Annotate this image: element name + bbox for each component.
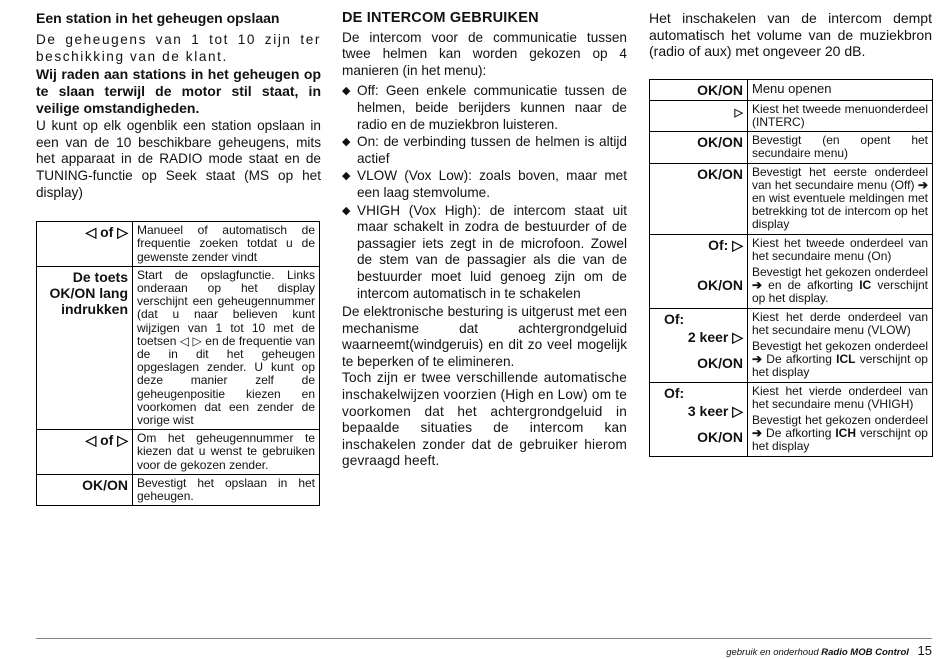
key-text: OK/ON lang: [49, 284, 128, 301]
diamond-bullet-icon: ◆: [342, 85, 351, 98]
value-text: Kiest het derde onderdeel van het secundaire menu (VLOW): [752, 309, 928, 337]
arrow-right-icon: ➔: [752, 352, 763, 367]
column-right: [649, 10, 932, 457]
key-text: OK/ON: [82, 476, 128, 493]
intercom-steps-table: [649, 79, 933, 457]
value-text: Kiest het tweede onderdeel van het secundaire menu (On): [752, 235, 928, 263]
column-left: [36, 10, 321, 506]
table-row: [37, 474, 320, 505]
list-item: [342, 83, 627, 133]
table-row: [37, 266, 320, 429]
footer-divider: [36, 638, 932, 639]
table-row: [37, 222, 320, 267]
key-text: ◁ of ▷: [85, 224, 128, 241]
option-text: VHIGH (Vox High): de intercom staat uit maar schakelt in zodra de bestuurder of de passagier iets zegt in de microfoon. Zowel de stem van de passagier als die van de bestuurder moet luid genoeg zijn om de intercom automatisch in te schakelen: [357, 202, 627, 301]
arrow-right-icon: ➔: [752, 426, 763, 441]
value-text: en wist eventuele meldingen met betrekking tot de intercom op het display: [752, 191, 928, 232]
key-text: Of:: [664, 310, 685, 327]
value-cell: Bevestigt het opslaan in het geheugen.: [133, 474, 320, 505]
option-text: On: de verbinding tussen de helmen is altijd actief: [357, 134, 627, 166]
value-cell: Start de opslagfunctie. Links onderaan op het display verschijnt een geheugennummer (dat u naar believen kunt wijzigen van 1 tot 10 met de toetsen ◁ ▷ en de frequentie van de in dit het geheugen opgeslagen zender. U kunt op deze manier zelf de geheugenpositie kiezen en voorkomen dat een zender de vorige wist: [133, 266, 320, 429]
warning-paragraph: Wij raden aan stations in het geheugen op te slaan terwijl de motor stil staat, in veilige omstandigheden.: [36, 66, 321, 117]
value-cell: Bevestigt (en opent het secundaire menu): [748, 132, 933, 163]
key-cell: [37, 266, 133, 429]
paragraph: Het inschakelen van de intercom dempt automatisch het volume van de muziekbron (radio of aux) met ongeveer 20 dB.: [649, 10, 932, 60]
table-row: [650, 234, 933, 308]
key-cell: [37, 222, 133, 267]
paragraph: Toch zijn er twee verschillende automatische inschakelwijzen voorzien (High en Low) om te voorkomen dat het achtergrondgeluid in bepaalde situaties de intercom kan inschakelen zonder dat de gebruiker hierom gevraagd heeft.: [342, 370, 627, 469]
value-cell: Kiest het tweede menuonderdeel (INTERC): [748, 100, 933, 131]
option-text: VLOW (Vox Low): zoals boven, maar met een laag stemvolume.: [357, 168, 627, 200]
key-text: 3 keer ▷: [687, 402, 743, 419]
value-text: Bevestigt het eerste onderdeel van het secundaire menu (Off): [752, 164, 928, 192]
diamond-bullet-icon: ◆: [342, 170, 351, 183]
footer-title: Radio MOB Control: [821, 647, 909, 658]
value-cell: [748, 234, 933, 308]
table-row: [37, 430, 320, 475]
key-cell: [650, 308, 748, 382]
value-cell: Manueel of automatisch de frequentie zoeken totdat u de gewenste zender vindt: [133, 222, 320, 267]
key-text: OK/ON: [697, 354, 743, 371]
key-cell: OK/ON: [650, 163, 748, 234]
page-number: 15: [917, 643, 932, 658]
key-cell: OK/ON: [650, 79, 748, 100]
column-middle: [342, 10, 627, 470]
table-row: [650, 382, 933, 456]
paragraph: U kunt op elk ogenblik een station opslaan in een van de 10 beschikbare geheugens, mits het apparaat in de RADIO mode staat en de TUNING-functie op Seek staat (MS op het display): [36, 118, 321, 200]
paragraph: De geheugens van 1 tot 10 zijn ter beschikking van de klant.: [36, 32, 321, 64]
value-cell: [748, 382, 933, 456]
section-heading: DE INTERCOM GEBRUIKEN: [342, 10, 539, 26]
key-text: De toets: [72, 268, 128, 285]
intercom-options-list: [342, 83, 627, 302]
diamond-bullet-icon: ◆: [342, 204, 351, 217]
page-footer: [726, 643, 932, 658]
key-cell: [37, 430, 133, 475]
value-text: Kiest het vierde onderdeel van het secundaire menu (VHIGH): [752, 383, 928, 411]
key-cell: [37, 474, 133, 505]
key-text: OK/ON: [697, 428, 743, 445]
table-row: [650, 79, 933, 100]
value-cell: [748, 163, 933, 234]
key-cell: OK/ON: [650, 132, 748, 163]
table-row: [650, 100, 933, 131]
footer-section: gebruik en onderhoud: [726, 647, 819, 658]
paragraph: De intercom voor de communicatie tussen twee helmen kan worden gekozen op 4 manieren (in het menu):: [342, 29, 627, 78]
list-item: [342, 168, 627, 201]
key-text: OK/ON: [697, 276, 743, 293]
value-text: Bevestigt het gekozen onderdeel ➔ en de afkorting IC verschijnt op het display.: [752, 265, 928, 306]
list-item: [342, 203, 627, 303]
table-row: [650, 163, 933, 234]
option-text: Off: Geen enkele communicatie tussen de helmen, beide berijders kunnen naar de radio en de muziekbron luisteren.: [357, 83, 627, 132]
list-item: [342, 134, 627, 167]
right-arrow-icon: ▷: [734, 106, 743, 119]
key-text: 2 keer ▷: [687, 328, 743, 345]
value-cell: Om het geheugennummer te kiezen dat u wenst te gebruiken voor de gekozen zender.: [133, 430, 320, 475]
key-text: Of:: [664, 384, 685, 401]
key-cell: [650, 234, 748, 308]
arrow-right-icon: ➔: [752, 278, 763, 293]
key-text: Of: ▷: [708, 236, 743, 253]
memory-steps-table: [36, 221, 320, 506]
arrow-right-icon: ➔: [917, 177, 928, 192]
key-cell: [650, 100, 748, 131]
diamond-bullet-icon: ◆: [342, 136, 351, 149]
table-row: [650, 308, 933, 382]
paragraph: De elektronische besturing is uitgerust met een mechanisme dat achtergrondgeluid waarneemt(windgeruis) en dit zo veel mogelijk te beperken of te elimineren.: [342, 304, 627, 369]
value-text: Bevestigt het gekozen onderdeel ➔ De afkorting ICH verschijnt op het display: [752, 413, 928, 454]
section-heading: Een station in het geheugen opslaan: [36, 10, 280, 26]
key-cell: [650, 382, 748, 456]
key-text: ◁ of ▷: [85, 432, 128, 449]
table-row: [650, 132, 933, 163]
value-cell: [748, 308, 933, 382]
value-cell: Menu openen: [748, 79, 933, 100]
key-text: indrukken: [61, 300, 128, 317]
value-text: Bevestigt het gekozen onderdeel ➔ De afkorting ICL verschijnt op het display: [752, 339, 928, 380]
